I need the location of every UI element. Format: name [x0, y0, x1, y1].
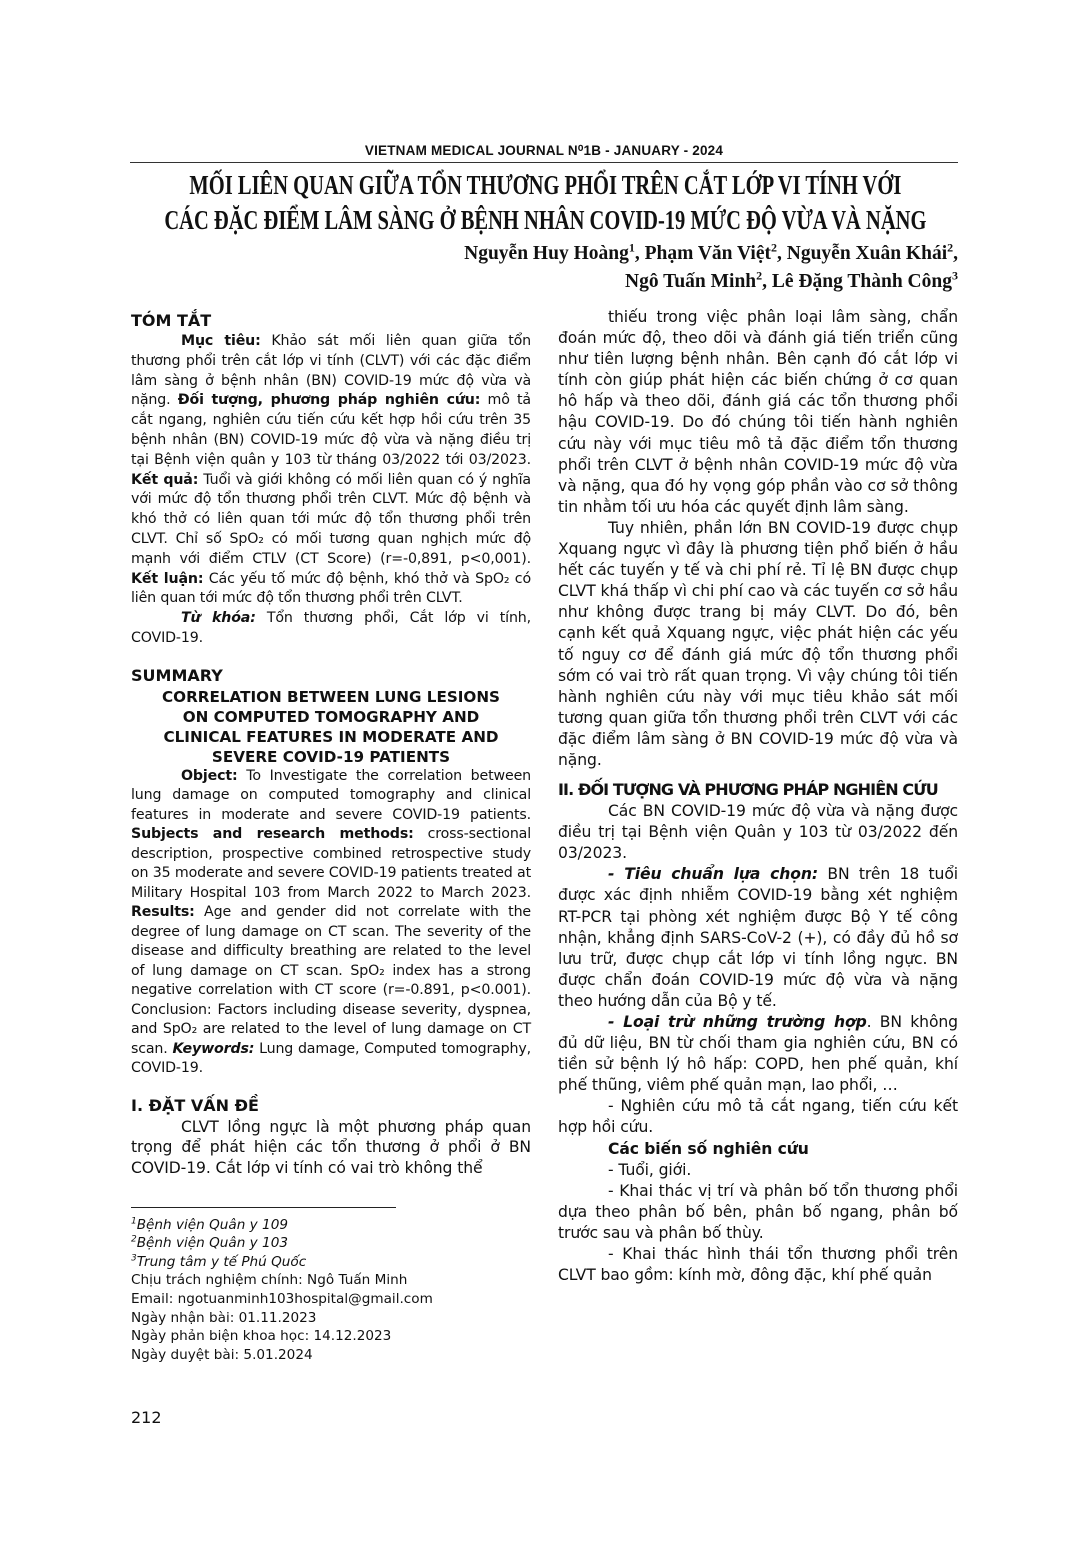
affiliation-number: 3 [131, 1253, 137, 1264]
text-run: To Investigate the correlation between lung damage on computed tomography and clinical features in moderate and severe COVID-19 patients. [131, 767, 531, 823]
text-run: CLVT lồng ngực là một phương pháp quan trọng để phát hiện các tổn thương ở phổi ở BN COVID-19. Cắt lớp vi tính có vai trò không thể [131, 1117, 531, 1177]
author-line [464, 268, 958, 296]
text-run: - Khai thác vị trí và phân bố tổn thương phổi dựa theo phân bố bên, phân bố ngang, phân bố trước sau và phân bố thùy. [558, 1181, 958, 1242]
affiliation-text: Bệnh viện Quân y 103 [136, 1235, 288, 1252]
text-run: Age and gender did not correlate with the degree of lung damage on CT scan. The severity of the disease and difficulty breathing are related to the level of lung damage on CT scan. SpO₂ index has a strong negative correlation with CT score (r=-0.891, p<0.001). Conclusion: Factors including disease severity, dyspnea, and SpO₂ are related to the level of lung damage on CT scan. [131, 904, 531, 1057]
text-run: Các yếu tố mức độ bệnh, khó thở và SpO₂ có liên quan tới mức độ tổn thương phổi trên CLVT. [131, 570, 531, 607]
text-run: mô tả cắt ngang, nghiên cứu tiến cứu kết hợp hồi cứu trên 35 bệnh nhân (BN) COVID-19 mức độ vừa và nặng điều trị tại Bệnh viện quân y 103 từ tháng 03/2022 tới 03/2023. [131, 392, 531, 468]
article-title-wrap [0, 168, 1090, 238]
paragraph [131, 767, 531, 1079]
footnotes [131, 1216, 531, 1365]
abstract-vi-body [131, 332, 531, 649]
summary-body [131, 767, 531, 1079]
author-affiliation: 2 [947, 240, 954, 255]
summary-title-line: ON COMPUTED TOMOGRAPHY AND [182, 707, 480, 726]
separator: , [953, 243, 958, 264]
text-run: cross-sectional description, prospective combined retrospective study on 35 moderate and severe COVID-19 patients treated at Military Hospital 103 from March 2022 to March 2023. [131, 826, 531, 901]
emphasis-label: Kết quả: [131, 471, 199, 488]
affiliation-number: 2 [131, 1234, 137, 1245]
text-run: BN trên 18 tuổi được xác định nhiễm COVID-19 bằng xét nghiệm RT-PCR tại phòng xét nghiệm được Bộ Y tế công nhận, khẳng định SARS-CoV-2 (+), có đầy đủ hồ sơ lưu trữ, được chụp cắt lớp vi tính lồng ngực. BN được chẩn đoán COVID-19 mức độ vừa và nặng theo hướng dẫn của Bộ y tế. [558, 865, 958, 1010]
paragraph [131, 609, 531, 649]
summary-title-line: CORRELATION BETWEEN LUNG LESIONS [162, 687, 500, 706]
paragraph [131, 332, 531, 609]
author-affiliation: 1 [628, 240, 635, 255]
author-name: Phạm Văn Việt [644, 243, 771, 264]
author-name: Nguyễn Xuân Khái [786, 243, 948, 264]
affiliation-number: 1 [131, 1216, 137, 1226]
paragraph [558, 1096, 958, 1138]
paragraph [131, 1117, 531, 1179]
affiliation-text: Bệnh viện Quân y 109 [136, 1216, 288, 1233]
separator: , [762, 271, 772, 292]
title-line: MỐI LIÊN QUAN GIỮA TỔN THƯƠNG PHỔI TRÊN CẮT LỚP VI TÍNH VỚI [189, 170, 901, 200]
emphasis-label: Kết luận: [131, 570, 204, 587]
affiliation [131, 1216, 531, 1235]
corresponding-author: Chịu trách nghiệm chính: Ngô Tuấn Minh [131, 1272, 408, 1289]
paragraph [558, 1012, 958, 1096]
variables-subheading: Các biến số nghiên cứu [608, 1139, 809, 1158]
section2-paragraphs [558, 801, 958, 1139]
section2-heading: II. ĐỐI TƯỢNG VÀ PHƯƠNG PHÁP NGHIÊN CỨU [558, 780, 938, 800]
author-name: Lê Đặng Thành Công [771, 271, 952, 292]
affiliation-text: Trung tâm y tế Phú Quốc [136, 1253, 307, 1270]
summary-title [131, 687, 531, 767]
paragraph [558, 801, 958, 864]
emphasis-label: - Tiêu chuẩn lựa chọn: [608, 865, 819, 884]
date-received: Ngày nhận bài: 01.11.2023 [131, 1309, 317, 1326]
paragraph [558, 518, 958, 771]
paragraph [558, 307, 958, 518]
affiliation [131, 1234, 531, 1253]
paragraph [558, 864, 958, 1012]
emphasis-label: - Loại trừ những trường hợp [608, 1013, 867, 1031]
paragraph [558, 1181, 958, 1244]
text-run: Tuổi và giới không có mối liên quan có ý nghĩa với mức độ tổn thương phổi trên CLVT. Mức độ bệnh và khó thở có liên quan tới mức độ tổn thương phổi trên CLVT. Chỉ số SpO₂ có mối tương quan nghịch mức độ mạnh với điểm CTLV (CT Score) (r=-0,891, p<0,001). [131, 471, 531, 567]
date-reviewed: Ngày phản biện khoa học: 14.12.2023 [131, 1328, 392, 1345]
summary-heading: SUMMARY [131, 665, 223, 685]
text-run: - Nghiên cứu mô tả cắt ngang, tiến cứu kết hợp hồi cứu. [558, 1097, 958, 1137]
emphasis-label: Đối tượng, phương pháp nghiên cứu: [177, 392, 481, 409]
text-run: . BN không đủ dữ liệu, BN từ chối tham gia nghiên cứu, BN có tiền sử bệnh lý hô hấp: COPD, hen phế quản, khí phế thũng, viêm phế quản mạn, lao phổi, … [558, 1013, 958, 1095]
email: Email: ngotuanminh103hospital@gmail.com [131, 1290, 433, 1307]
article-title [164, 168, 926, 238]
separator: , [776, 243, 787, 264]
paragraph [558, 1244, 958, 1286]
emphasis-label: Mục tiêu: [181, 333, 261, 349]
right-column [558, 307, 958, 1286]
emphasis-label: Từ khóa: [181, 610, 256, 627]
affiliation [131, 1253, 531, 1272]
title-line: CÁC ĐẶC ĐIỂM LÂM SÀNG Ở BỆNH NHÂN COVID-19 MỨC ĐỘ VỪA VÀ NẶNG [163, 205, 927, 235]
author-line [464, 240, 958, 268]
author-affiliation: 3 [952, 268, 958, 283]
page-number: 212 [131, 1408, 162, 1428]
section1-heading: I. ĐẶT VẤN ĐỀ [131, 1095, 259, 1115]
text-run: - Khai thác hình thái tổn thương phổi trên CLVT bao gồm: kính mờ, đông đặc, khí phế quản [558, 1245, 958, 1285]
journal-header: VIETNAM MEDICAL JOURNAL N⁰1B - JANUARY - 2024 [364, 143, 724, 158]
section2-variables [558, 1160, 958, 1287]
text-run: thiếu trong việc phân loại lâm sàng, chẩn đoán mức độ, theo dõi và đánh giá tiến triển cũng như tiên lượng bệnh nhân. Bên cạnh đó cắt lớp vi tính còn giúp phát hiện các biến chứng ở cơ quan hô hấp và theo dõi, đánh giá các tổn thương phổi hậu COVID-19. Do đó chúng tôi tiến hành nghiên cứu này với mục tiêu mô tả đặc điểm tổn thương phổi trên CLVT ở bệnh nhân COVID-19 mức độ vừa và nặng, qua đó hy vọng góp phần vào cơ sở thông tin nhằm tối ưu hóa các quyết định lâm sàng. [558, 308, 958, 516]
author-name: Nguyễn Huy Hoàng [464, 243, 629, 264]
section1-body-left [131, 1117, 531, 1179]
separator: , [634, 243, 645, 264]
date-accepted: Ngày duyệt bài: 5.01.2024 [131, 1346, 313, 1363]
section1-body-right [558, 307, 958, 771]
text-run: Khảo sát mối liên quan giữa tổn thương phổi trên cắt lớp vi tính (CLVT) với các đặc điểm lâm sàng ở bệnh nhân (BN) COVID-19 mức độ vừa và nặng. [131, 333, 531, 409]
emphasis-label: Object: [181, 767, 238, 784]
section2-body [558, 801, 958, 1286]
emphasis-label: Results: [131, 904, 195, 921]
text-run: Tổn thương phổi, Cắt lớp vi tính, COVID-19. [131, 610, 531, 646]
text-run: - Tuổi, giới. [608, 1160, 692, 1179]
header-rule [130, 162, 958, 163]
abstract-heading: TÓM TẮT [131, 311, 212, 330]
author-list [464, 240, 958, 296]
author-affiliation: 2 [756, 268, 763, 283]
text-run: Lung damage, Computed tomography, COVID-19. [131, 1040, 531, 1077]
footnote-rule [131, 1207, 396, 1208]
left-column [131, 310, 531, 1427]
summary-title-line: CLINICAL FEATURES IN MODERATE AND [163, 727, 499, 746]
author-name: Ngô Tuấn Minh [625, 271, 757, 292]
text-run: Các BN COVID-19 mức độ vừa và nặng được điều trị tại Bệnh viện Quân y 103 từ 03/2022 đến 03/2023. [558, 802, 958, 863]
summary-title-line: SEVERE COVID-19 PATIENTS [211, 747, 451, 766]
paragraph [558, 1160, 958, 1181]
author-affiliation: 2 [770, 240, 777, 255]
text-run: Tuy nhiên, phần lớn BN COVID-19 được chụp Xquang ngực vì đây là phương tiện phổ biến ở hầu hết các tuyến y tế và chi phí rẻ. Tỉ lệ BN được chụp CLVT khá thấp vì chi phí cao và các tuyến cơ sở hầu như không được trang bị máy CLVT. Do đó, bên cạnh kết quả Xquang ngực, việc phát hiện các yếu tố nguy cơ để đánh giá mức độ tổn thương phổi sớm có vai trò rất quan trọng. Vì vậy chúng tôi tiến hành nghiên cứu này với mục tiêu khảo sát mối tương quan giữa tổn thương phổi trên CLVT với các đặc điểm lâm sàng ở BN COVID-19 mức độ vừa và nặng. [558, 518, 958, 769]
emphasis-label: Keywords: [172, 1040, 255, 1057]
emphasis-label: Subjects and research methods: [131, 826, 414, 843]
